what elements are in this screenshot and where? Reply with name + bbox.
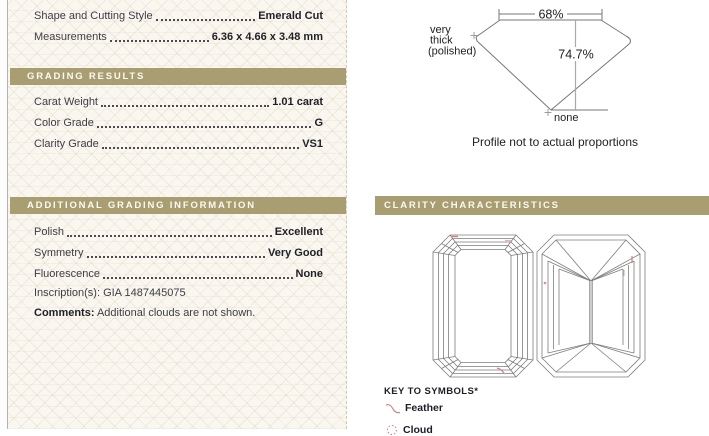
color-value: G (314, 117, 323, 129)
girdle-label-line2: thick (430, 34, 453, 47)
carat-label: Carat Weight (34, 96, 98, 108)
clarity-value: VS1 (302, 138, 323, 150)
shape-label: Shape and Cutting Style (34, 10, 153, 22)
clarity-plot-pavilion-view (537, 235, 645, 377)
fluorescence-value: None (295, 268, 323, 280)
feather-symbol-label: Feather (405, 402, 443, 414)
spec-row-symmetry (34, 245, 323, 260)
measurements-value: 6.36 x 4.66 x 3.48 mm (211, 31, 323, 43)
clarity-label: Clarity Grade (34, 138, 99, 150)
spec-row-carat (34, 94, 323, 109)
spec-row-polish (34, 224, 323, 239)
key-row-cloud (385, 424, 433, 436)
comments-text: Additional clouds are not shown. (96, 307, 256, 319)
page-left-margin (0, 0, 8, 429)
inscription-row: Inscription(s): GIA 1487445075 (34, 287, 186, 299)
girdle-label-line3: (polished) (428, 45, 477, 58)
dotted-leader (110, 40, 209, 42)
pavilion-left (477, 41, 551, 110)
dotted-leader (156, 19, 256, 21)
profile-diagram (420, 0, 680, 132)
shape-value: Emerald Cut (258, 10, 323, 22)
culet-label: none (554, 112, 579, 124)
polish-value: Excellent (274, 226, 323, 238)
crown-left (476, 20, 500, 37)
polish-label: Polish (34, 226, 64, 238)
report-left-panel (8, 0, 347, 429)
color-label: Color Grade (34, 117, 94, 129)
dotted-leader (97, 126, 312, 128)
spec-row-shape (34, 8, 323, 23)
clarity-plot-crown-view (433, 235, 533, 377)
carat-value: 1.01 carat (272, 96, 323, 108)
crown-right (601, 20, 626, 36)
dotted-leader (102, 147, 299, 149)
spec-row-fluorescence (34, 266, 323, 281)
cloud-symbol-icon (385, 424, 399, 436)
profile-caption: Profile not to actual proportions (471, 135, 639, 149)
feather-symbol-icon (385, 403, 401, 414)
fluorescence-label: Fluorescence (34, 268, 101, 280)
dotted-leader (87, 256, 265, 258)
spec-row-measurements (34, 29, 323, 44)
dotted-leader (101, 105, 269, 107)
girdle-left (476, 37, 477, 41)
comments-label: Comments: (34, 307, 95, 319)
girdle-right (626, 36, 631, 45)
spec-row-color (34, 115, 323, 130)
dotted-leader (67, 235, 272, 237)
key-row-feather (385, 402, 443, 414)
additional-grading-header: ADDITIONAL GRADING INFORMATION (10, 197, 346, 214)
symmetry-label: Symmetry (34, 247, 84, 259)
symmetry-value: Very Good (267, 247, 323, 259)
depth-pct-label: 74.7% (558, 47, 594, 62)
grading-results-header: GRADING RESULTS (10, 68, 346, 85)
measurements-label: Measurements (34, 31, 107, 43)
crown-clarity-marks (451, 237, 511, 374)
comments-row (34, 307, 323, 320)
key-to-symbols-title: KEY TO SYMBOLS* (384, 386, 479, 397)
cloud-symbol-label: Cloud (403, 424, 433, 436)
dotted-leader (103, 277, 292, 279)
table-pct-label: 68% (538, 7, 564, 22)
girdle-label-line1: very (430, 24, 451, 36)
clarity-characteristics-header: CLARITY CHARACTERISTICS (375, 196, 709, 215)
spec-row-clarity (34, 136, 323, 151)
